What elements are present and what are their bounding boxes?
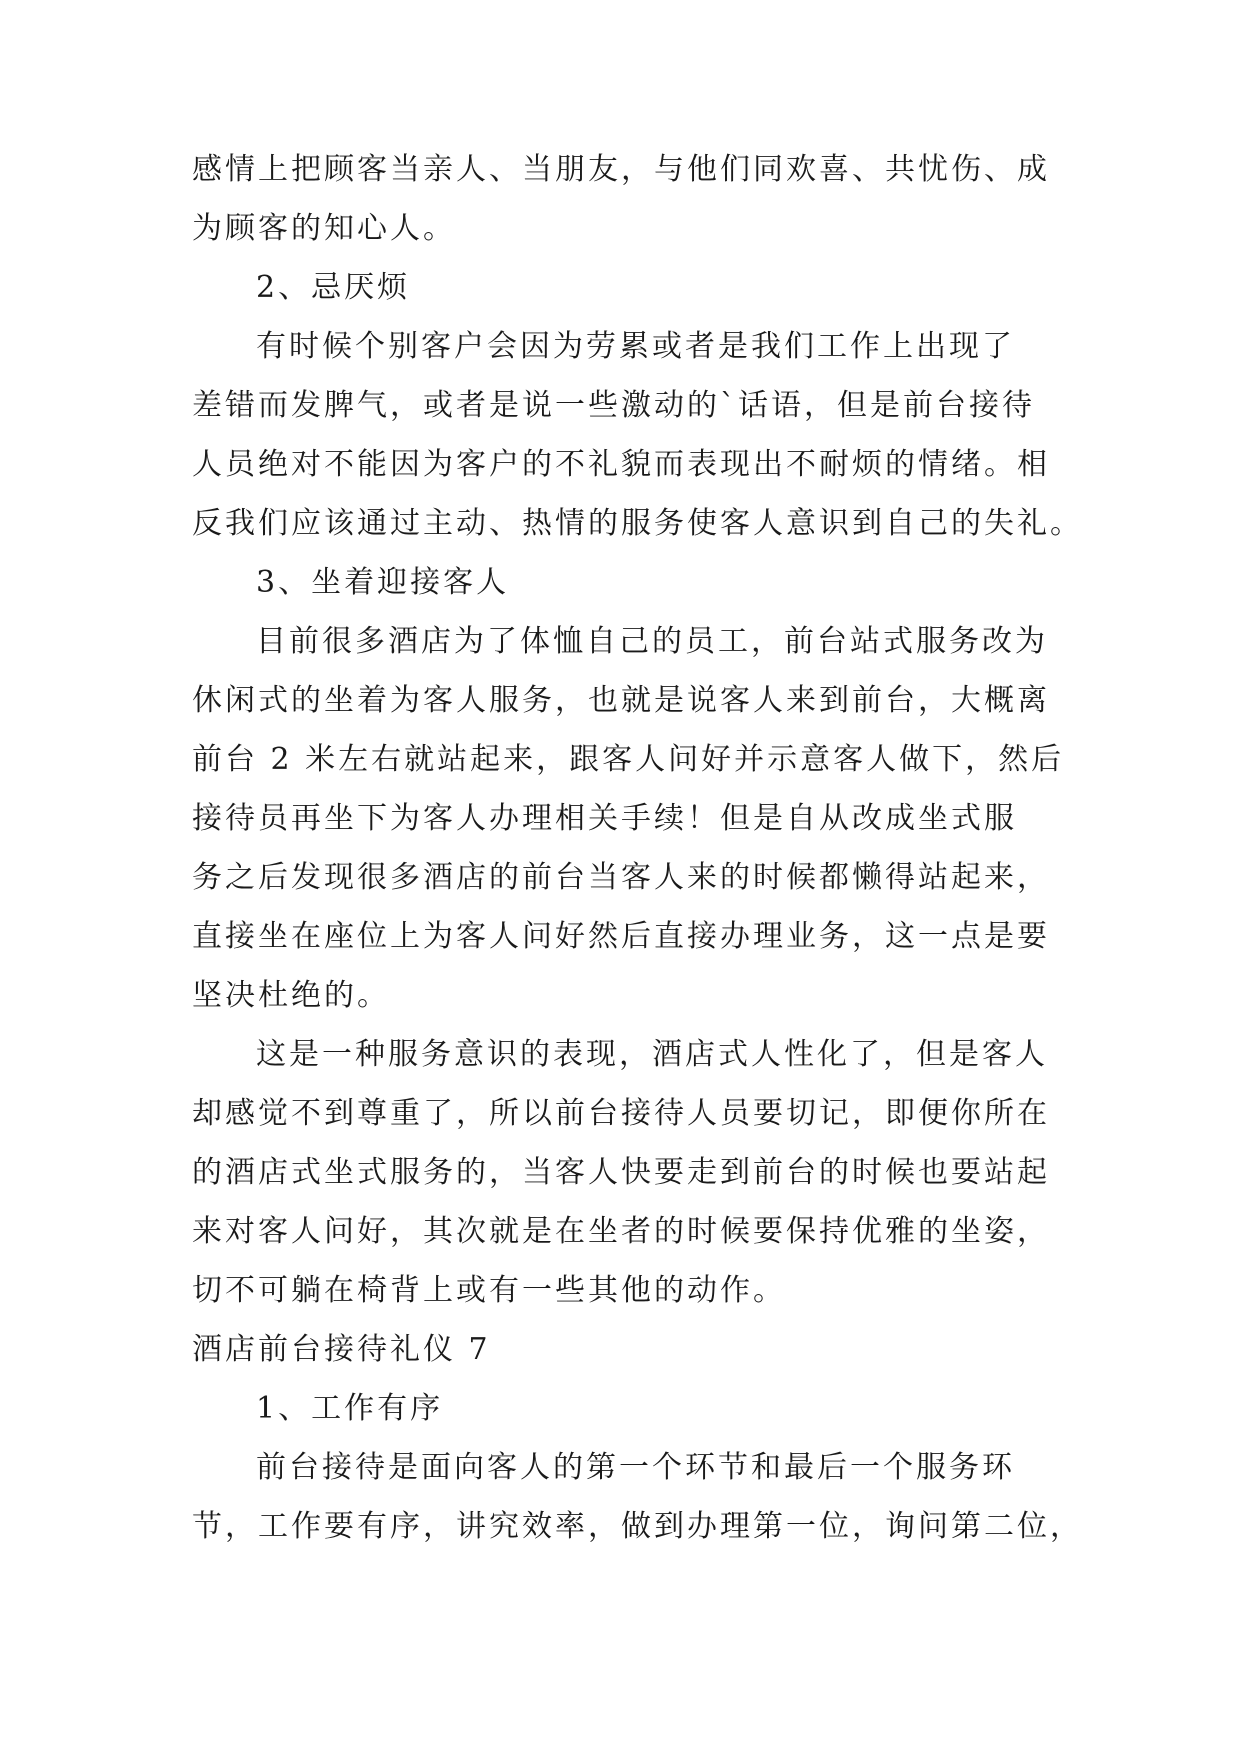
section-heading: 3、坐着迎接客人 (256, 565, 510, 600)
paragraph-line: 务之后发现很多酒店的前台当客人来的时候都懒得站起来， (192, 860, 1050, 895)
paragraph-line: 来对客人问好，其次就是在坐者的时候要保持优雅的坐姿， (192, 1214, 1050, 1249)
paragraph-line: 反我们应该通过主动、热情的服务使客人意识到自己的失礼。 (192, 506, 1083, 541)
paragraph-line: 感情上把顾客当亲人、当朋友，与他们同欢喜、共忧伤、成 (192, 152, 1050, 187)
paragraph-line: 目前很多酒店为了体恤自己的员工，前台站式服务改为 (256, 624, 1048, 659)
paragraph-line: 接待员再坐下为客人办理相关手续！但是自从改成坐式服 (192, 801, 1017, 836)
section-heading: 1、工作有序 (256, 1391, 444, 1426)
paragraph-line: 却感觉不到尊重了，所以前台接待人员要切记，即便你所在 (192, 1096, 1050, 1131)
paragraph-line: 前台 2 米左右就站起来，跟客人问好并示意客人做下，然后 (192, 742, 1065, 777)
paragraph-line: 有时候个别客户会因为劳累或者是我们工作上出现了 (256, 329, 1015, 364)
paragraph-line: 切不可躺在椅背上或有一些其他的动作。 (192, 1273, 786, 1308)
paragraph-line: 前台接待是面向客人的第一个环节和最后一个服务环 (256, 1450, 1015, 1485)
paragraph-line: 人员绝对不能因为客户的不礼貌而表现出不耐烦的情绪。相 (192, 447, 1050, 482)
paragraph-line: 休闲式的坐着为客人服务，也就是说客人来到前台，大概离 (192, 683, 1050, 718)
section-heading: 2、忌厌烦 (256, 270, 411, 305)
paragraph-line: 差错而发脾气，或者是说一些激动的`话语，但是前台接待 (192, 388, 1035, 423)
paragraph-line: 的酒店式坐式服务的，当客人快要走到前台的时候也要站起 (192, 1155, 1050, 1190)
paragraph-line: 坚决杜绝的。 (192, 978, 390, 1013)
paragraph-line: 直接坐在座位上为客人问好然后直接办理业务，这一点是要 (192, 919, 1050, 954)
paragraph-line: 这是一种服务意识的表现，酒店式人性化了，但是客人 (256, 1037, 1048, 1072)
document-heading: 酒店前台接待礼仪 7 (192, 1332, 491, 1367)
paragraph-line: 为顾客的知心人。 (192, 211, 456, 246)
paragraph-line: 节，工作要有序，讲究效率，做到办理第一位，询问第二位， (192, 1509, 1083, 1544)
